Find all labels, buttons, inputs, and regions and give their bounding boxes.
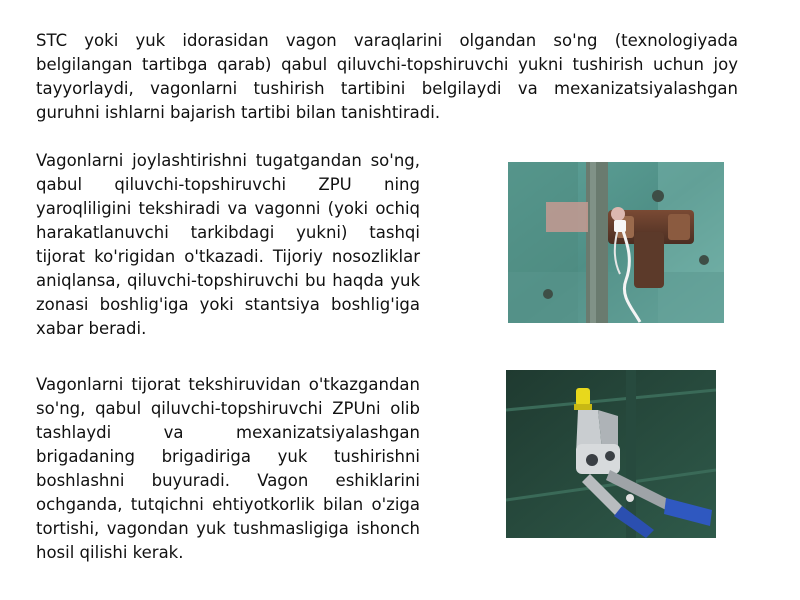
bolt-cutter-photo [506,370,716,538]
unloading-paragraph: Vagonlarni tijorat tekshiruvidan o'tkazgandan so'ng, qabul qiluvchi-topshiruvchi ZPUni olib tashlaydi va mexanizatsiyalashgan brigadaning brigadiriga yuk tushirishni boshlashni buyuradi. Vagon eshiklarini ochganda, tutqichni ehtiyotkorlik bilan o'ziga tortishi, vagondan yuk tushmasligiga ishonch hosil qilishi kerak. [36,375,420,562]
intro-paragraph: STC yoki yuk idorasidan vagon varaqlarini olgandan so'ng (texnologiyada belgilangan tartibga qarab) qabul qiluvchi-topshiruvchi yukni tushirish uchun joy tayyorlaydi, vagonlarni tushirish tartibini belgilaydi va mexanizatsiyalashgan guruhni ishlarni bajarish tartibi bilan tanishtiradi. [36,31,738,122]
wagon-seal-photo [508,162,724,323]
inspection-paragraph: Vagonlarni joylashtirishni tugatgandan so'ng, qabul qiluvchi-topshiruvchi ZPU ning yaroqliligini tekshiradi va vagonni (yoki ochiq harakatlanuvchi tarkibdagi yukni) tashqi tijorat ko'rigidan o'tkazadi. Tijoriy nosozliklar aniqlansa, qiluvchi-topshiruvchi bu haqda yuk zonasi boshlig'iga yoki stantsiya boshlig'iga xabar beradi. [36,151,420,338]
bolt-cutter-illustration [506,370,716,538]
wagon-seal-illustration [508,162,724,323]
